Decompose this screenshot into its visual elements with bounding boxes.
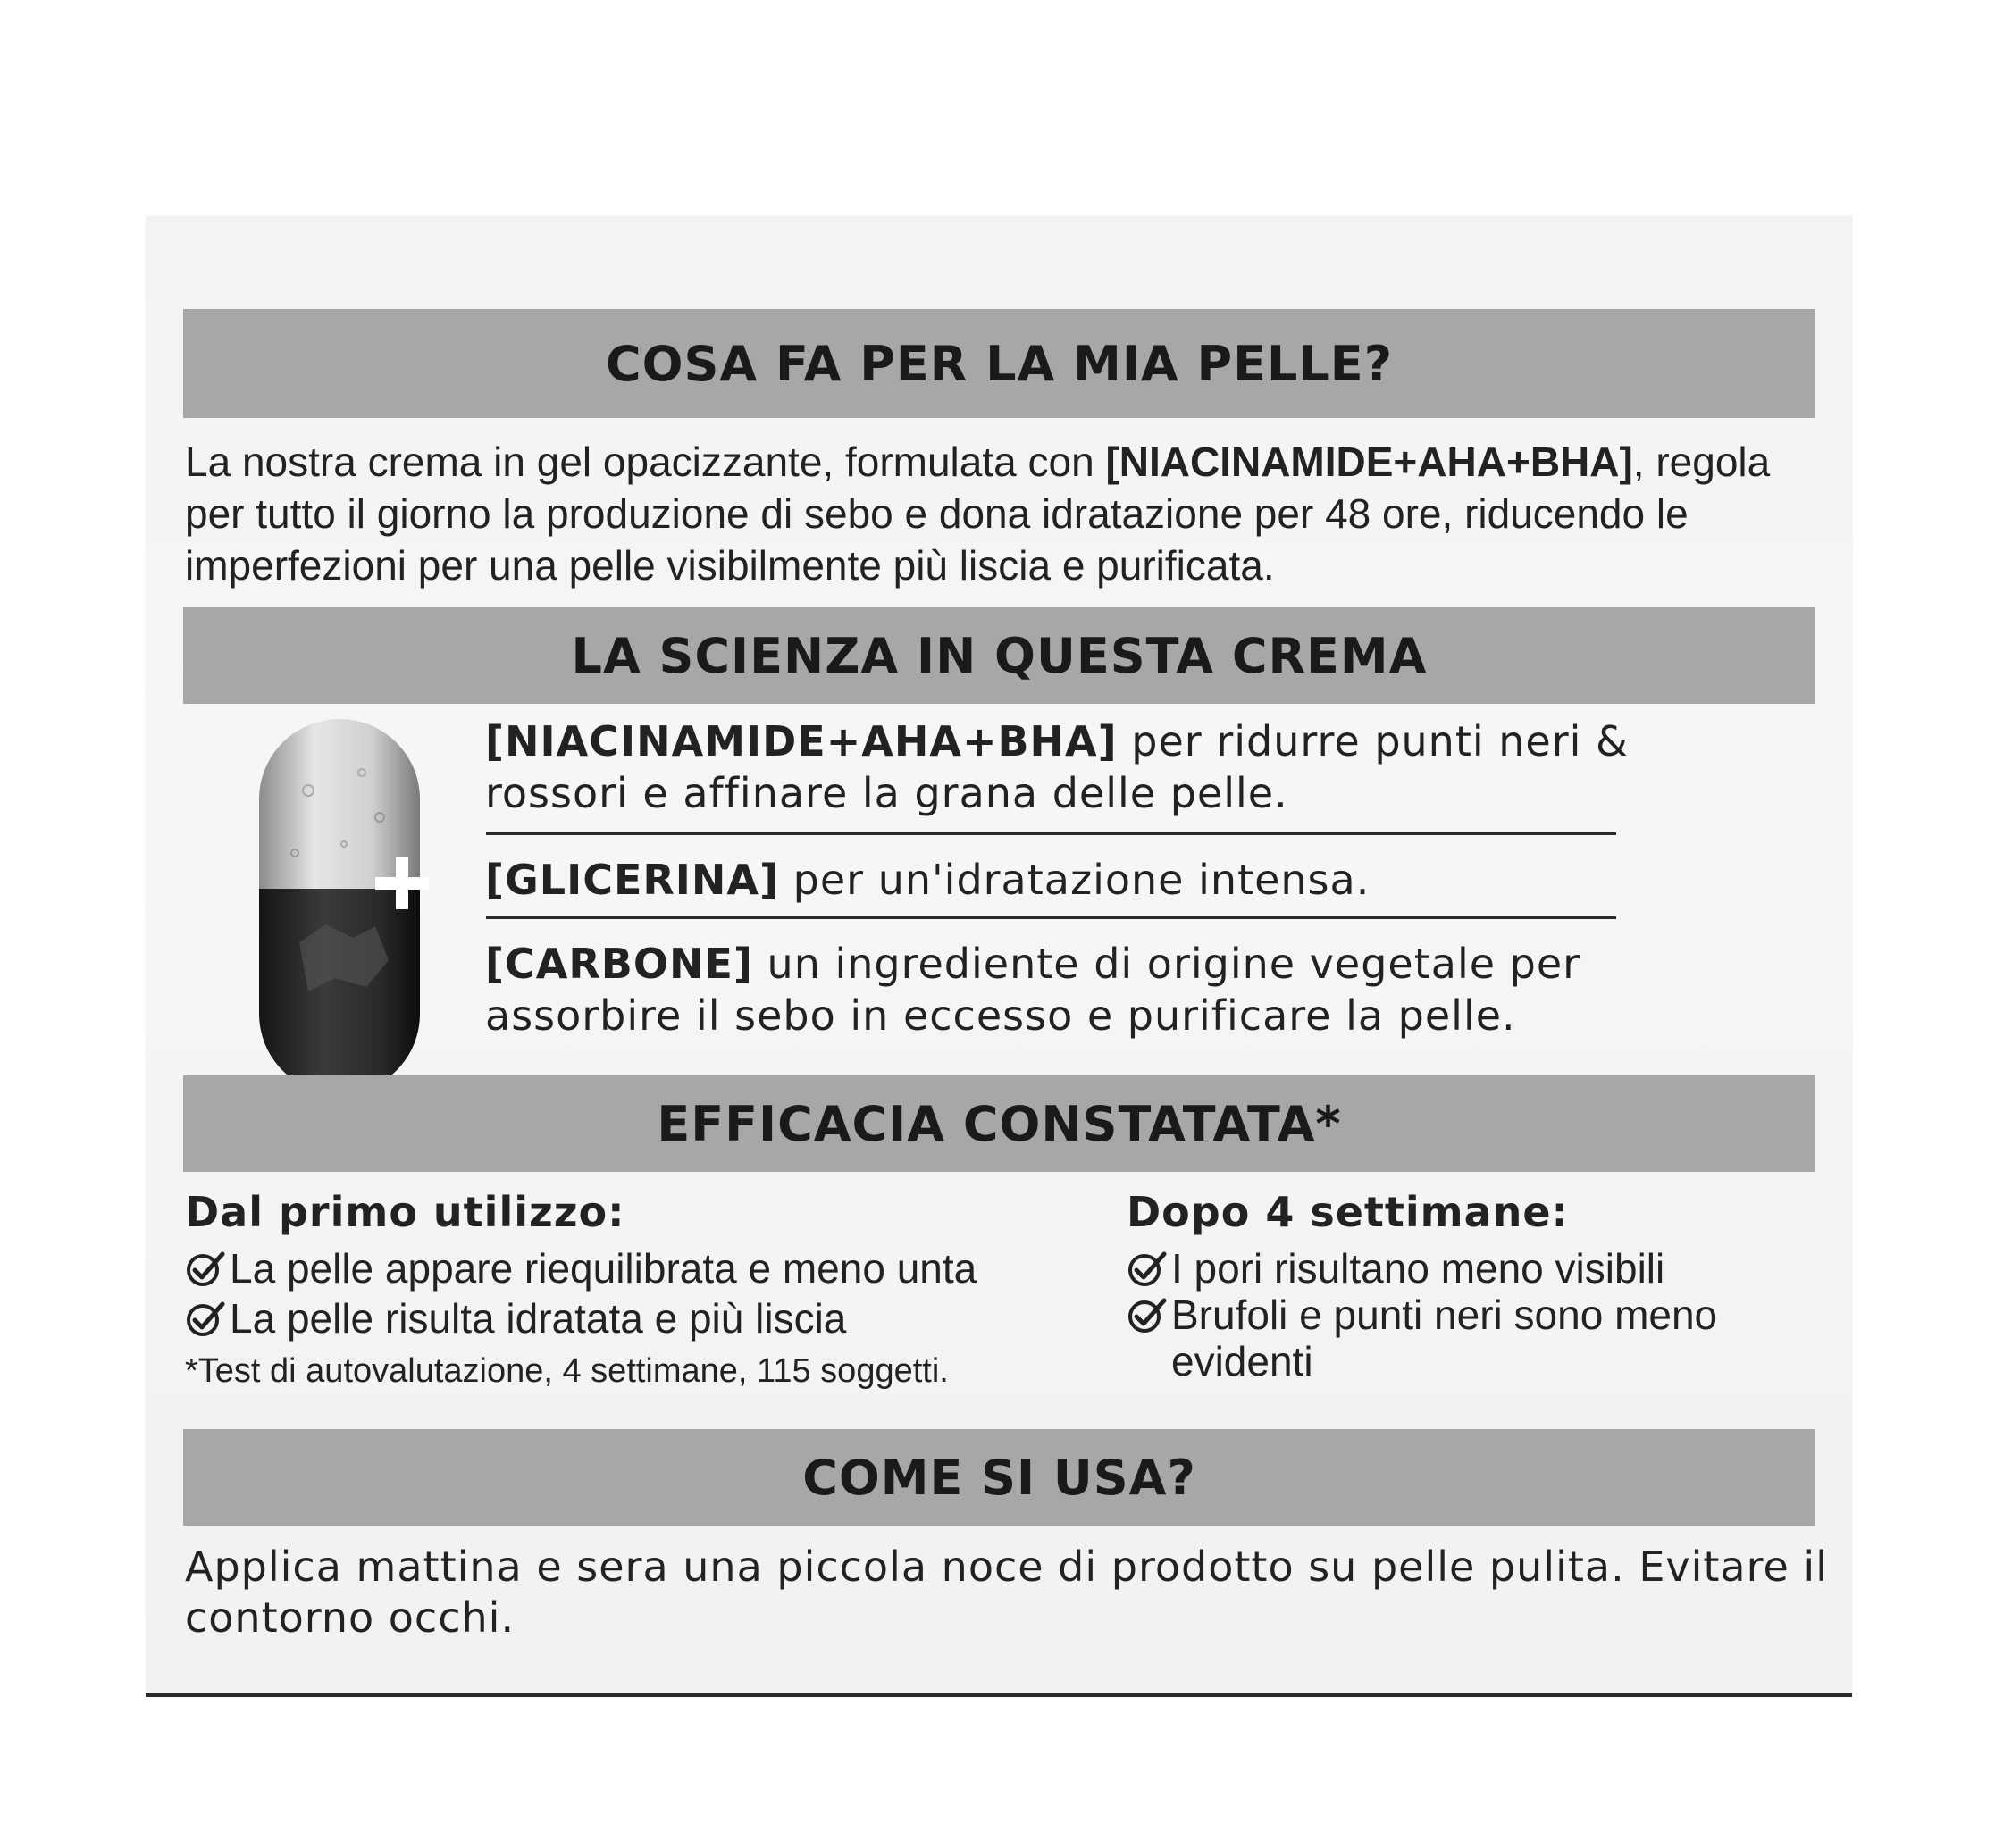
left-check-text: La pelle appare riequilibrata e meno unta xyxy=(230,1245,977,1292)
heading-cosa-fa-text: COSA FA PER LA MIA PELLE? xyxy=(605,335,1394,392)
right-check-text: I pori risultano meno visibili xyxy=(1171,1245,1665,1292)
science-item-glicerina xyxy=(485,854,1772,906)
footnote: *Test di autovalutazione, 4 settimane, 115 soggetti. xyxy=(185,1352,949,1390)
divider xyxy=(486,916,1616,919)
ingredient-niacinamide-desc: per ridurre punti neri & rossori e affinare la grana delle pelle. xyxy=(485,717,1629,817)
check-circle-icon xyxy=(185,1299,226,1340)
heading-efficacia-text: EFFICACIA CONSTATATA* xyxy=(657,1095,1342,1152)
description-text-post: , regola per tutto il giorno la produzione di sebo e dona idratazione per 48 ore, riducendo le imperfezioni per una pelle visibilmente più liscia e purificata. xyxy=(185,439,1771,589)
ingredient-carbone-desc: un ingrediente di origine vegetale per assorbire il sebo in eccesso e purificare la pelle. xyxy=(485,940,1581,1040)
heading-scienza-text: LA SCIENZA IN QUESTA CREMA xyxy=(571,627,1428,684)
right-check-text: Brufoli e punti neri sono meno evidenti xyxy=(1171,1292,1718,1384)
science-item-carbone xyxy=(485,938,1772,1041)
package-panel xyxy=(146,216,1852,1697)
divider xyxy=(486,832,1616,835)
right-check-item xyxy=(1127,1292,1806,1384)
description-paragraph xyxy=(185,436,1829,591)
check-circle-icon xyxy=(185,1249,226,1290)
science-item-niacinamide xyxy=(485,715,1772,819)
check-circle-icon xyxy=(1127,1295,1168,1336)
left-check-item xyxy=(185,1295,846,1342)
capsule-icon xyxy=(255,719,433,1094)
heading-come-si-usa xyxy=(183,1429,1815,1526)
heading-scienza xyxy=(183,607,1815,704)
check-circle-icon xyxy=(1127,1249,1168,1290)
ingredient-glicerina-desc: per un'idratazione intensa. xyxy=(779,856,1371,904)
heading-efficacia xyxy=(183,1075,1815,1172)
heading-come-si-usa-text: COME SI USA? xyxy=(802,1449,1196,1506)
usage-instructions: Applica mattina e sera una piccola noce di prodotto su pelle pulita. Evitare il contorno occhi. xyxy=(185,1543,1828,1642)
ingredient-carbone: [CARBONE] xyxy=(485,940,753,988)
left-check-text: La pelle risulta idratata e più liscia xyxy=(230,1295,847,1342)
ingredient-glicerina: [GLICERINA] xyxy=(485,856,780,904)
description-ingredients: [NIACINAMIDE+AHA+BHA] xyxy=(1105,439,1633,485)
right-column-title: Dopo 4 settimane: xyxy=(1127,1188,1569,1236)
ingredient-niacinamide: [NIACINAMIDE+AHA+BHA] xyxy=(485,717,1118,765)
description-text-pre: La nostra crema in gel opacizzante, formulata con xyxy=(185,439,1106,485)
right-check-item xyxy=(1127,1245,1806,1292)
heading-cosa-fa xyxy=(183,309,1815,418)
left-column-title: Dal primo utilizzo: xyxy=(185,1188,625,1236)
left-check-item xyxy=(185,1245,977,1292)
